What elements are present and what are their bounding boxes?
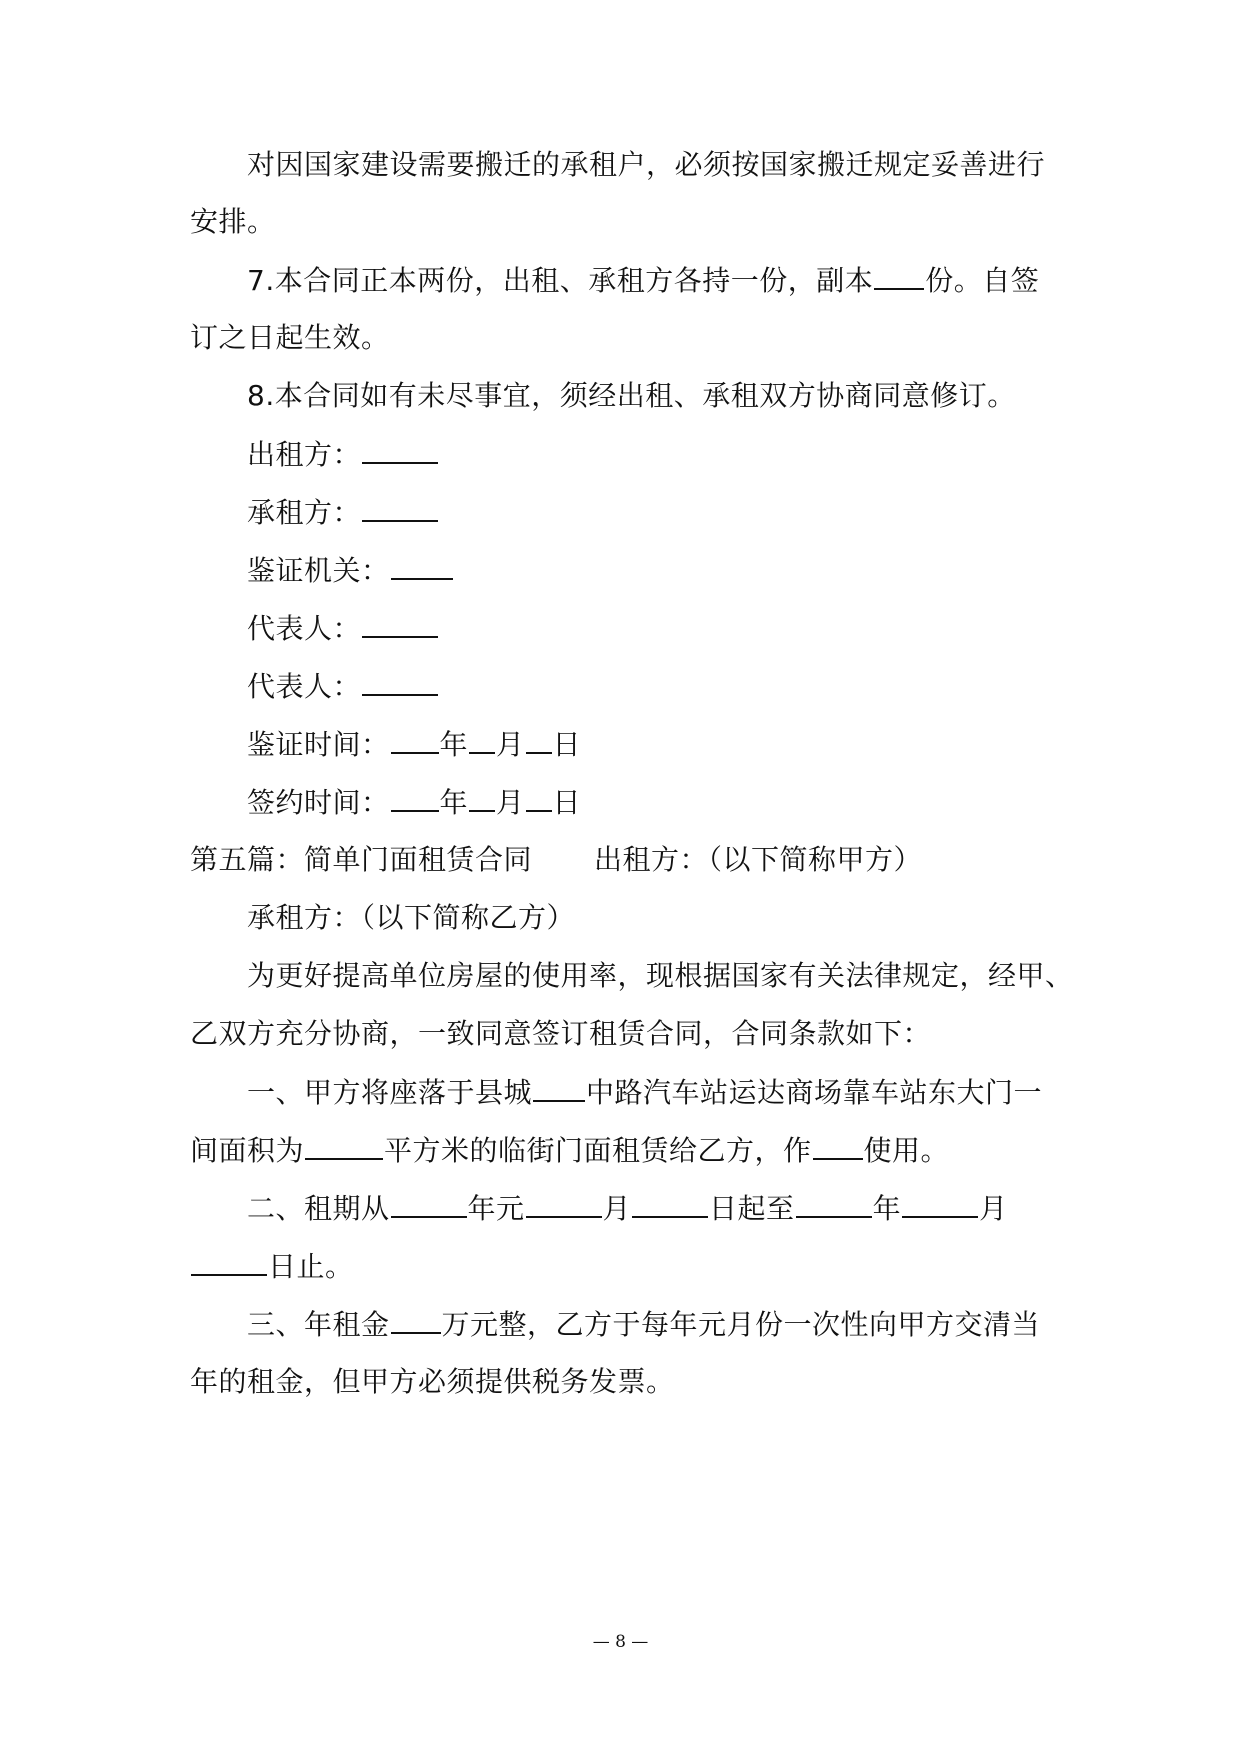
start-day-blank bbox=[632, 1188, 708, 1218]
chapter-5-heading-line bbox=[190, 840, 922, 880]
sign-year-label: 年 bbox=[439, 786, 469, 819]
verify-year-label: 年 bbox=[439, 728, 469, 761]
clause-7-text-a: 7.本合同正本两份，出租、承租方各持一份，副本 bbox=[247, 264, 874, 297]
signature-lessee-label: 承租方： bbox=[247, 496, 362, 529]
clause-1-text-d: 平方米的临街门面租赁给乙方，作 bbox=[384, 1134, 812, 1167]
clause-1-text-a: 一、甲方将座落于县城 bbox=[247, 1076, 533, 1109]
area-blank bbox=[305, 1130, 383, 1160]
clause-3-line1 bbox=[247, 1304, 1040, 1344]
signature-rep-1 bbox=[247, 608, 439, 648]
clause-2-text-d: 日起至 bbox=[709, 1192, 795, 1225]
signature-authority bbox=[247, 550, 454, 590]
verify-time bbox=[247, 724, 581, 764]
chapter-5-intro-line2: 乙双方充分协商，一致同意签订租赁合同，合同条款如下： bbox=[190, 1017, 932, 1050]
start-month-blank bbox=[526, 1188, 602, 1218]
copies-blank bbox=[874, 260, 924, 290]
clause-2-text-a: 二、租期从 bbox=[247, 1192, 390, 1225]
end-month-blank bbox=[902, 1188, 978, 1218]
sign-month-blank bbox=[469, 782, 495, 812]
verify-time-label: 鉴证时间： bbox=[247, 728, 390, 761]
verify-year-blank bbox=[391, 724, 439, 754]
clause-7-line2: 订之日起生效。 bbox=[190, 321, 390, 354]
chapter-5-heading: 第五篇：简单门面租赁合同 bbox=[190, 843, 533, 876]
start-year-blank bbox=[391, 1188, 467, 1218]
end-year-blank bbox=[796, 1188, 872, 1218]
sign-time-label: 签约时间： bbox=[247, 786, 390, 819]
page-number: — 8 — bbox=[592, 1632, 649, 1652]
clause-2-text-e: 年 bbox=[872, 1192, 902, 1225]
verify-month-label: 月 bbox=[496, 728, 525, 761]
clause-2-text-g: 日止。 bbox=[268, 1250, 354, 1283]
signature-rep-2 bbox=[247, 666, 439, 706]
sign-time bbox=[247, 782, 581, 822]
verify-day-blank bbox=[526, 724, 552, 754]
signature-lessor-blank bbox=[362, 434, 438, 464]
signature-lessee bbox=[247, 492, 439, 532]
sign-day-blank bbox=[526, 782, 552, 812]
clause-1-text-c: 间面积为 bbox=[190, 1134, 305, 1167]
clause-1-text-b: 中路汽车站运达商场靠车站东大门一 bbox=[586, 1076, 1043, 1109]
clause-1-line1 bbox=[247, 1072, 1042, 1112]
signature-rep-2-blank bbox=[362, 666, 438, 696]
county-blank bbox=[533, 1072, 585, 1102]
signature-rep-1-blank bbox=[362, 608, 438, 638]
rent-blank bbox=[391, 1304, 441, 1334]
verify-day-label: 日 bbox=[552, 728, 582, 761]
sign-day-label: 日 bbox=[552, 786, 582, 819]
signature-rep-2-label: 代表人： bbox=[247, 670, 362, 703]
end-day-blank bbox=[191, 1246, 267, 1276]
signature-lessee-blank bbox=[362, 492, 438, 522]
clause-3-text-a: 三、年租金 bbox=[247, 1308, 390, 1341]
clause-2-text-f: 月 bbox=[979, 1192, 1008, 1225]
clause-2-line1 bbox=[247, 1188, 1008, 1228]
signature-authority-label: 鉴证机关： bbox=[247, 554, 390, 587]
sign-year-blank bbox=[391, 782, 439, 812]
clause-3-line2: 年的租金，但甲方必须提供税务发票。 bbox=[190, 1365, 675, 1398]
chapter-5-lessee: 承租方：（以下简称乙方） bbox=[247, 901, 576, 934]
clause-2-text-c: 月 bbox=[602, 1192, 632, 1225]
chapter-5-intro-line1: 为更好提高单位房屋的使用率，现根据国家有关法律规定，经甲、 bbox=[247, 959, 1074, 992]
clause-2-text-b: 年元 bbox=[467, 1192, 525, 1225]
sign-month-label: 月 bbox=[496, 786, 525, 819]
signature-rep-1-label: 代表人： bbox=[247, 612, 362, 645]
verify-month-blank bbox=[469, 724, 495, 754]
paragraph-relocation-line2: 安排。 bbox=[190, 205, 276, 238]
clause-7-text-b: 份。自签 bbox=[925, 264, 1040, 297]
chapter-5-lessor: 出租方：（以下简称甲方） bbox=[594, 843, 923, 876]
clause-3-text-b: 万元整，乙方于每年元月份一次性向甲方交清当 bbox=[441, 1308, 1041, 1341]
paragraph-relocation-line1: 对因国家建设需要搬迁的承租户，必须按国家搬迁规定妥善进行 bbox=[247, 148, 1046, 181]
clause-1-line2 bbox=[190, 1130, 949, 1170]
signature-lessor bbox=[247, 434, 439, 474]
clause-7-line1 bbox=[247, 260, 1039, 300]
clause-2-line2 bbox=[190, 1246, 354, 1286]
signature-authority-blank bbox=[391, 550, 453, 580]
clause-1-text-e: 使用。 bbox=[863, 1134, 950, 1167]
clause-8: 8.本合同如有未尽事宜，须经出租、承租双方协商同意修订。 bbox=[247, 379, 1016, 412]
signature-lessor-label: 出租方： bbox=[247, 438, 362, 471]
usage-blank bbox=[813, 1130, 863, 1160]
